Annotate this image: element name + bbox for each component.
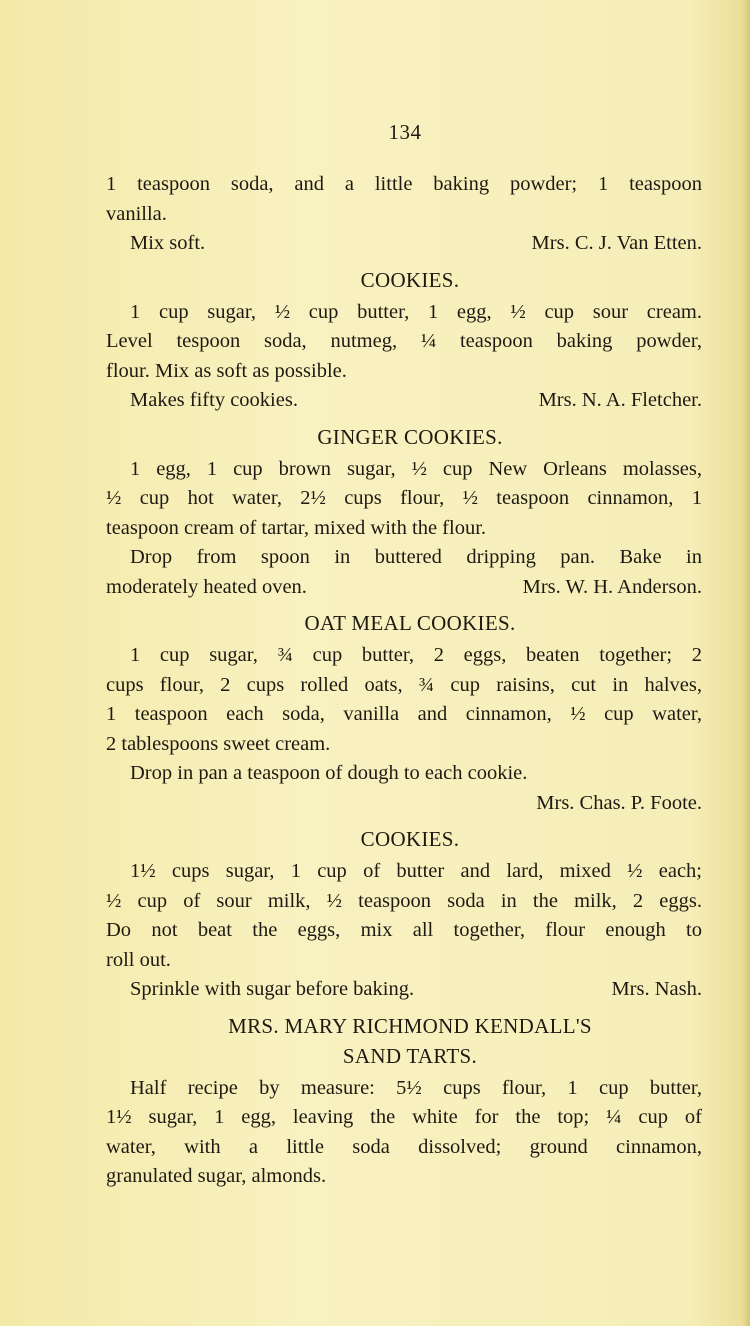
- recipe-text: [106, 170, 702, 1192]
- recipe-title: COOKIES.: [360, 827, 460, 851]
- text-line: 1 cup sugar, ½ cup butter, 1 egg, ½ cup sour cream.: [130, 300, 702, 323]
- signature-row: [106, 386, 702, 416]
- text-line: 1½ cups sugar, 1 cup of butter and lard, mixed ½ each;: [130, 860, 702, 882]
- recipe-note: Sprinkle with sugar before baking.: [130, 978, 415, 1000]
- recipe-title: COOKIES.: [360, 267, 460, 292]
- page-number: 134: [388, 120, 422, 144]
- recipe-note: moderately heated oven.: [106, 575, 307, 598]
- page-edge-shadow: [742, 0, 750, 1326]
- signature-row: [106, 229, 702, 259]
- text-line: cups flour, 2 cups rolled oats, ¾ cup raisins, cut in halves,: [106, 673, 702, 696]
- recipe-note: Drop in pan a teaspoon of dough to each cookie.: [130, 762, 528, 784]
- recipe-title: GINGER COOKIES.: [317, 424, 503, 449]
- recipe-author: Mrs. N. A. Fletcher.: [538, 389, 702, 411]
- text-line: flour. Mix as soft as possible.: [106, 359, 347, 382]
- text-line: Level tespoon soda, nutmeg, ¼ teaspoon baking powder,: [106, 330, 702, 352]
- recipe-title: OAT MEAL COOKIES.: [304, 611, 516, 635]
- recipe-author: Mrs. Nash.: [611, 978, 702, 1000]
- text-line: ½ cup hot water, 2½ cups flour, ½ teaspoon cinnamon, 1: [106, 487, 702, 509]
- text-line: Half recipe by measure: 5½ cups flour, 1 cup butter,: [130, 1076, 702, 1099]
- text-line: 2 tablespoons sweet cream.: [106, 732, 331, 755]
- text-line: 1 cup sugar, ¾ cup butter, 2 eggs, beaten together; 2: [130, 644, 702, 666]
- text-line: water, with a little soda dissolved; ground cinnamon,: [106, 1135, 702, 1158]
- recipe-note: Makes fifty cookies.: [130, 389, 298, 411]
- text-line: Drop from spoon in buttered dripping pan. Bake in: [130, 546, 702, 568]
- text-line: 1 egg, 1 cup brown sugar, ½ cup New Orleans molasses,: [130, 457, 702, 480]
- text-line: 1½ sugar, 1 egg, leaving the white for the top; ¼ cup of: [106, 1106, 702, 1128]
- recipe-note: Mix soft.: [130, 232, 206, 254]
- text-line: roll out.: [106, 948, 171, 971]
- recipe-subtitle: SAND TARTS.: [342, 1043, 478, 1068]
- recipe-author: Mrs. Chas. P. Foote.: [536, 791, 702, 814]
- text-line: 1 teaspoon soda, and a little baking powder; 1 teaspoon: [106, 173, 702, 195]
- text-line: 1 teaspoon each soda, vanilla and cinnamon, ½ cup water,: [106, 703, 702, 725]
- signature-row: [106, 975, 702, 1005]
- text-line: Do not beat the eggs, mix all together, flour enough to: [106, 919, 702, 941]
- recipe-author: Mrs. C. J. Van Etten.: [531, 232, 702, 254]
- signature-row: [106, 573, 702, 603]
- text-line: granulated sugar, almonds.: [106, 1165, 327, 1187]
- text-line: vanilla.: [106, 202, 167, 225]
- recipe-author: Mrs. W. H. Anderson.: [522, 575, 702, 598]
- recipe-title: MRS. MARY RICHMOND KENDALL'S: [228, 1013, 592, 1038]
- text-line: teaspoon cream of tartar, mixed with the flour.: [106, 516, 487, 539]
- text-line: ½ cup of sour milk, ½ teaspoon soda in the milk, 2 eggs.: [106, 889, 702, 912]
